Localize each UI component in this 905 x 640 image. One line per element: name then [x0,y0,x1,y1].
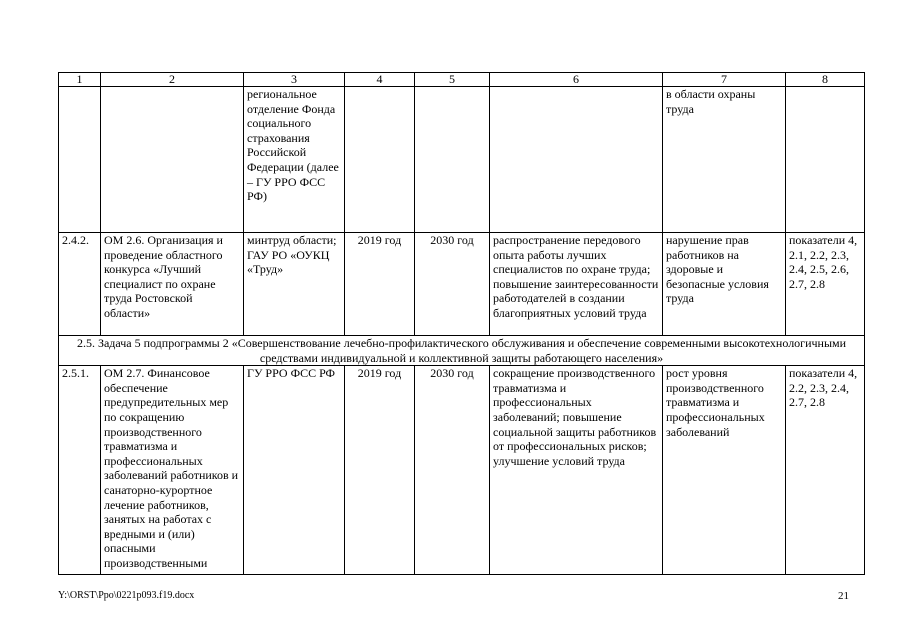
consequences-cell: в области охраны труда [663,87,786,233]
page-number: 21 [838,590,849,602]
table-row [59,366,865,575]
program-table [58,72,865,575]
executor-cell: региональное отделение Фонда социального страхования Российской Федерации (далее – ГУ РРО ФСС РФ) [244,87,345,233]
table-row [59,87,865,233]
activity-name-cell: ОМ 2.7. Финансовое обеспечение предупредительных мер по сокращению производственного травматизма и профессиональных заболеваний работников и санаторно-курортное лечение работников, занятых на работах с вредными и (или) опасными производственными [101,366,244,575]
column-number: 1 [59,73,101,87]
activity-name-cell: ОМ 2.6. Организация и проведение областного конкурса «Лучший специалист по охране труда Ростовской области» [101,233,244,336]
indicators-cell: показатели 4, 2.1, 2.2, 2.3, 2.4, 2.5, 2.6, 2.7, 2.8 [786,233,865,336]
table-cell [101,87,244,233]
column-number: 3 [244,73,345,87]
consequences-cell: рост уровня производственного травматизма и профессиональных заболеваний [663,366,786,575]
file-path: Y:\ORST\Ppo\0221p093.f19.docx [58,590,195,601]
end-year-cell: 2030 год [415,233,490,336]
section-title: 2.5. Задача 5 подпрограммы 2 «Совершенствование лечебно-профилактического обслуживания и обеспечение современными высокотехнологичными средствами индивидуальной и коллективной защиты работающего населения» [59,336,865,366]
table-cell [59,87,101,233]
executor-cell: ГУ РРО ФСС РФ [244,366,345,575]
result-cell: сокращение производственного травматизма и профессиональных заболеваний; повышение социальной защиты работников от профессиональных рисков; улучшение условий труда [490,366,663,575]
table-cell [490,87,663,233]
consequences-cell: нарушение прав работников на здоровые и безопасные условия труда [663,233,786,336]
end-year-cell: 2030 год [415,366,490,575]
column-number: 4 [345,73,415,87]
column-number-row [59,73,865,87]
table-cell [786,87,865,233]
row-number-cell: 2.4.2. [59,233,101,336]
column-number: 6 [490,73,663,87]
table-row [59,233,865,336]
table-cell [415,87,490,233]
column-number: 5 [415,73,490,87]
section-row [59,336,865,366]
column-number: 2 [101,73,244,87]
column-number: 8 [786,73,865,87]
executor-cell: минтруд области; ГАУ РО «ОУКЦ «Труд» [244,233,345,336]
result-cell: распространение передового опыта работы лучших специалистов по охране труда; повышение заинтересованности работодателей в создании благоприятных условий труда [490,233,663,336]
table-cell [345,87,415,233]
start-year-cell: 2019 год [345,233,415,336]
start-year-cell: 2019 год [345,366,415,575]
row-number-cell: 2.5.1. [59,366,101,575]
indicators-cell: показатели 4, 2.2, 2.3, 2.4, 2.7, 2.8 [786,366,865,575]
column-number: 7 [663,73,786,87]
